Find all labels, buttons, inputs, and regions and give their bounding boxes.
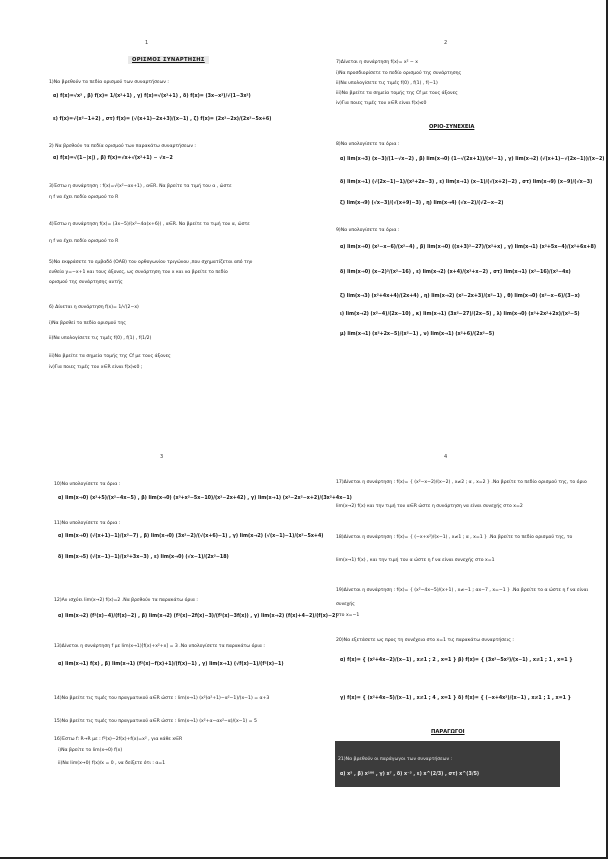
page-number: 1 [145,40,149,46]
exercise-text: i)Να προσδιορίσετε το πεδίο ορισμού της συνάρτησης [336,71,462,76]
formula-line: α) lim(x→1) f(x) , β) lim(x→1) (f²(x)−f(x)+1)/(f(x)−1) , γ) lim(x→1) (√f(x)−1)/(f²(x)−1) [58,662,284,667]
exercise-text: η f να έχει πεδίο ορισμού το R [49,195,119,200]
exercise-text: 6) Δίνεται η συνάρτηση f(x)= 1/√(2−x) [49,305,139,310]
exercise-text: στο x=−1 [336,613,360,618]
exercise-text: 12)Αν ισχύει lim(x→2) f(x)=2 .Να βρεθούν τα παρακάτω όρια : [54,598,198,603]
formula-line: α) lim(x→3) (x−3)/(1−√x−2) , β) lim(x→0) (1−√(2x+1))/(x²−1) , γ) lim(x→2) (√(x+1)−√(2x−1))/(x−2) [340,157,605,162]
exercise-text: 18)Δίνεται η συνάρτηση : f(x)= { (−x+x²)/(x−1) , x≠1 ; α , x=1 } .Να βρείτε το πεδίο ορισμού της, το [336,535,573,540]
formula-line: α) f(x)=√(1−|x|) , β) f(x)=√x+√(x²+1) − √x−2 [53,156,173,161]
exercise-text: iii)Να βρείτε τα σημεία τομής της Cf με τους άξονες [49,354,171,359]
exercise-text: 20)Να εξετάσετε ως προς τη συνέχεια στο x=1 τις παρακάτω συναρτήσεις : [336,638,514,643]
page-number: 4 [444,454,448,460]
formula-line: α) lim(x→2) (f²(x)−4)/(f(x)−2) , β) lim(x→2) (f²(x)−2f(x)−3)/(f²(x)−3f(x)) , γ) lim(x→2) (f(x)+4−2)/(f(x)−2) [58,614,338,619]
document-page-1 [0,0,300,425]
formula-line: δ) lim(x→1) (√(2x−1)−1)/(x²+2x−3) , ε) lim(x→1) (x−1)/(√(x+2)−2) , στ) lim(x→9) (x−9)/(√x−3) [340,180,593,185]
exercise-text: 9)Να υπολογίσετε τα όρια : [336,228,400,233]
formula-line: δ) lim(x→5) (√(x−1)−1)/(x²+3x−3) , ε) lim(x→0) (√x−1)/(2x²−18) [58,555,229,560]
formula-line: γ) f(x)= { (x²+4x−5)/(x−1) , x≠1 ; 4 , x=1 } δ) f(x)= { (−x+4x²)/(x−1) , x≠1 ; 1 , x=1 } [340,696,572,701]
formula-line: ε) f(x)=√(x²−1+2) , στ) f(x)= (√(x+1)−2x+3)/(x−1) , ζ) f(x)= (2x²−2x)/(2x²−5x+6) [53,117,272,122]
exercise-text: 10)Να υπολογίσετε τα όρια : [54,482,121,487]
exercise-text: 2) Να βρεθούν τα πεδία ορισμού των παρακάτω συναρτήσεων : [49,144,196,149]
exercise-text: ii)Να lim(x→0) f(x)/x = 0 , να δείξετε ότι : α=1 [58,761,166,766]
exercise-text: lim(x→2) f(x) και την τιμή του α∈R ώστε η συνάρτηση να είναι συνεχής στο x=2 [336,504,523,509]
formula-line: ζ) lim(x→3) (x²+4x+4)/(2x+4) , η) lim(x→2) (x²−2x+3)/(x²−1) , θ) lim(x→0) (x²−x−6)/(3−x) [340,294,580,299]
highlighted-exercise-box [335,741,560,787]
formula-line: α) lim(x→0) (x²+5)/(x²−4x−5) , β) lim(x→0) (x³+x²−5x−10)/(x²−2x+42) , γ) lim(x→1) (x³−2x²−x+2)/(3x²+4x−1) [58,496,352,501]
exercise-text: 7)Δίνεται η συνάρτηση f(x)= x² − x [336,60,418,65]
exercise-text: συνεχής [336,602,355,607]
formula-line: ι) lim(x→2) (x²−4)/(2x−10) , κ) lim(x→1) (3x²−27)/(2x−5) , λ) lim(x→0) (x³+2x²+2x)/(x²−5) [340,312,580,317]
exercise-text: i)Να βρεθεί το πεδίο ορισμού της [49,321,126,326]
exercise-text: 17)Δίνεται η συνάρτηση : f(x)= { (x²−x−2)/(x−2) , x≠2 ; α , x=2 } .Να βρείτε το πεδίο ορισμού της, το όριο [336,480,587,485]
exercise-text: 8)Να υπολογίσετε τα όρια : [336,142,400,147]
formula-line: δ) lim(x→0) (x−2)²/(x²−16) , ε) lim(x→2) (x+4)/(x²+x−2) , στ) lim(x→1) (x²−16)/(x²−4x) [340,270,571,275]
exercise-text: ii)Να υπολογίσετε τις τιμές f(0) , f(1) , f(1/2) [49,336,152,341]
exercise-text: ευθεία y=−x+1 και τους άξονες, ως συνάρτηση του x και να βρείτε το πεδίο [49,270,228,275]
section-title: ΠΑΡΑΓΩΓΟΙ [431,729,465,735]
exercise-text: 15)Να βρείτε τις τιμές του πραγματικού α∈R ώστε : lim(x→1) (x²+α−αx²−α)/(x−1) = 5 [54,719,257,724]
exercise-text: 5)Να εκφράσετε το εμβαδό (ΟΑΒ) του ορθογωνίου τριγώνου ,που σχηματίζεται από την [49,260,253,265]
page-title: ΟΡΙΣΜΟΣ ΣΥΝΑΡΤΗΣΗΣ [128,56,209,64]
formula-line: ζ) lim(x→9) (√x−3)/(√(x+9)−3) , η) lim(x→4) (√x−2)/(√2−x−2) [340,201,504,206]
exercise-text: 16)Έστω f: R→R με : f²(x)−2f(x)+f(x)=x² , για κάθε x∈R [54,737,183,742]
exercise-text: ορισμού της συνάρτησης αυτής [49,280,123,285]
exercise-text: 1)Να βρεθούν τα πεδία ορισμού των συναρτήσεων : [49,80,169,85]
formula-line: α) lim(x→0) (√(x+1)−1)/(x²−7) , β) lim(x→0) (3x²−2)/(√(x+6)−1) , γ) lim(x→2) (√(x−1)−1)/(x²−5x+4) [58,534,324,539]
exercise-text: 19)Δίνεται η συνάρτηση : f(x)= { (x²−4x−5)/(x+1) , x≠−1 ; αx−7 , x=−1 } .Να βρείτε το α ώστε η f να είναι [336,588,589,593]
exercise-text: 4)Έστω η συνάρτηση f(x)= (3x−5)/(x²−4α(x+6)) , α∈R. Να βρείτε τα τιμή του α, ώστε [49,222,250,227]
exercise-text: 11)Να υπολογίσετε τα όρια : [54,521,121,526]
formula-line: α) lim(x→0) (x²−x−6)/(x²−4) , β) lim(x→0) ((x+3)²−27)/(x²+x) , γ) lim(x→1) (x²+5x−4)/(x²+6x+8) [340,245,597,250]
exercise-text: ii)Να υπολογίσετε τις τιμές f(0) , f(1) , f(−1) [336,81,438,86]
document-page-4 [304,432,604,857]
exercise-text: 3)Έστω η συνάρτηση : f(x)=√(x²−αx+1) , α∈R. Να βρείτε τα τιμή του α , ώστε [49,184,232,189]
exercise-text: 21)Να βρεθούν οι παράγωγοι των συναρτήσεων : [338,757,453,762]
exercise-text: iv)Για ποιες τιμές του x∈R είναι f(x)≤0 [336,101,427,106]
page-number: 2 [444,40,448,46]
exercise-text: iv)Για ποιες τιμές του x∈R είναι f(x)≤0 ; [49,365,143,370]
formula-line: μ) lim(x→1) (x²+2x−5)/(x²−1) , ν) lim(x→1) (x²+6)/(2x²−5) [340,332,495,337]
exercise-text: 13)Δίνεται η συνάρτηση f με lim(x→1)[f(x)+x²+x] = 3 .Να υπολογίσετε τα παρακάτω όρια : [54,644,265,649]
page-number: 3 [160,454,164,460]
formula-line: α) f(x)= { (x²+4x−2)/(x−1) , x≠1 ; 2 , x=1 } β) f(x)= { (3x²−5x²)/(x−1) , x≠1 ; 1 , x=1 } [340,658,573,663]
exercise-text: 14)Να βρείτε τις τιμές του πραγματικού α∈R ώστε : lim(x→1) (x²(α²+1)−α²−1)/(x−1) = α+3 [54,696,270,701]
exercise-text: iii)Να βρείτε τα σημεία τομής της Cf με τους άξονες [336,91,458,96]
exercise-text: lim(x→1) f(x) , και την τιμή του α ώστε η f να είναι συνεχής στο x=1 [336,558,495,563]
formula-line: α) x⁵ , β) x¹⁰⁰ , γ) x⁷ , δ) x⁻³ , ε) x^(2/3) , στ) x^(3/5) [340,772,480,777]
formula-line: α) f(x)=√x³ , β) f(x)= 1/(x²+1) , γ) f(x)=√(x²+1) , δ) f(x)= (3x−x²)/√(1−3x²) [53,94,251,99]
exercise-text: i)Να βρείτε το lim(x→0) f(x) [58,748,123,753]
exercise-text: η f να έχει πεδίο ορισμού το R [49,239,119,244]
document-page-2 [304,0,604,425]
section-title: ΟΡΙΟ-ΣΥΝΕΧΕΙΑ [429,124,475,130]
